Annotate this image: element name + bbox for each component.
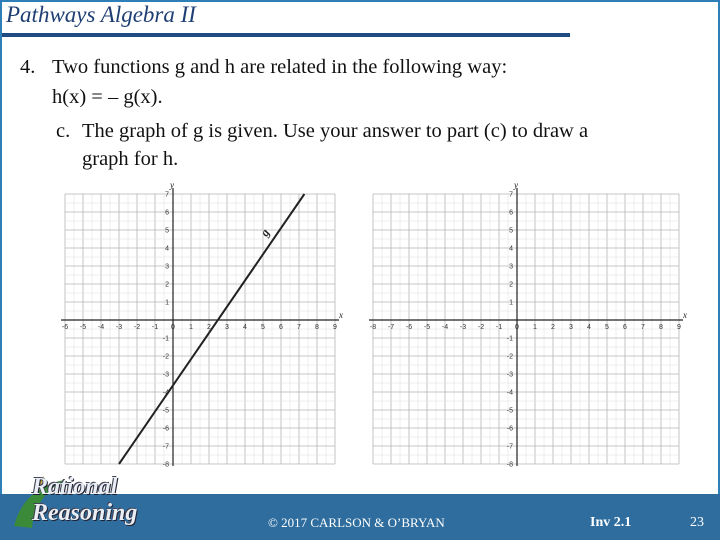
- x-tick-label: 7: [297, 324, 301, 331]
- y-tick-label: 7: [165, 191, 169, 199]
- y-tick-label: -7: [506, 443, 513, 451]
- x-tick-label: -8: [369, 324, 377, 331]
- y-tick-label: -5: [162, 407, 169, 415]
- x-axis-label: x: [683, 310, 687, 320]
- y-axis-label: y: [514, 180, 518, 190]
- x-tick-label: -1: [151, 324, 159, 331]
- y-tick-label: -6: [506, 425, 513, 433]
- x-tick-label: 3: [569, 324, 573, 331]
- x-tick-label: -5: [79, 324, 87, 331]
- x-tick-label: 9: [677, 324, 681, 331]
- question-line-1: Two functions g and h are related in the following way:: [52, 56, 508, 78]
- x-tick-label: -3: [459, 324, 467, 331]
- x-tick-label: -5: [423, 324, 431, 331]
- x-tick-label: -4: [97, 324, 105, 331]
- y-axis-label: y: [170, 180, 174, 190]
- part-line-2: graph for h.: [82, 148, 179, 170]
- series-label-g: g: [257, 226, 273, 239]
- x-axis-label: x: [339, 310, 343, 320]
- y-tick-label: 3: [165, 263, 169, 271]
- logo-line-2: Reasoning: [32, 500, 138, 526]
- x-tick-label: -2: [477, 324, 485, 331]
- x-tick-label: 3: [225, 324, 229, 331]
- y-tick-label: -2: [162, 353, 169, 361]
- rational-reasoning-logo: [4, 468, 179, 536]
- y-tick-label: -4: [162, 389, 169, 397]
- y-tick-label: -5: [506, 407, 513, 415]
- x-tick-label: 4: [243, 324, 247, 331]
- x-tick-label: -3: [115, 324, 123, 331]
- graph-g: [55, 176, 355, 472]
- x-tick-label: 1: [189, 324, 193, 331]
- y-tick-label: -8: [162, 461, 169, 469]
- graph-h-blank: [363, 180, 693, 470]
- y-tick-label: -7: [162, 443, 169, 451]
- x-tick-label: 0: [515, 324, 519, 331]
- y-tick-label: 2: [509, 281, 513, 289]
- y-tick-label: -2: [506, 353, 513, 361]
- y-tick-label: 1: [165, 299, 169, 307]
- question-number: 4.: [20, 56, 36, 78]
- y-tick-label: -4: [506, 389, 513, 397]
- x-tick-label: 2: [551, 324, 555, 331]
- x-tick-label: 8: [659, 324, 663, 331]
- x-tick-label: 1: [533, 324, 537, 331]
- y-tick-label: 3: [509, 263, 513, 271]
- x-tick-label: 9: [333, 324, 337, 331]
- y-tick-label: -3: [506, 371, 513, 379]
- slide-title: Pathways Algebra II: [6, 2, 196, 27]
- copyright-text: © 2017 CARLSON & O’BRYAN: [268, 515, 445, 530]
- x-tick-label: -2: [133, 324, 141, 331]
- x-tick-label: -7: [387, 324, 395, 331]
- y-tick-label: 1: [509, 299, 513, 307]
- y-tick-label: -1: [162, 335, 169, 343]
- x-tick-label: -4: [441, 324, 449, 331]
- y-tick-label: 5: [509, 227, 513, 235]
- y-tick-label: 6: [509, 209, 513, 217]
- x-tick-label: 5: [605, 324, 609, 331]
- y-tick-label: -6: [162, 425, 169, 433]
- part-label: c.: [56, 120, 71, 142]
- x-tick-label: 5: [261, 324, 265, 331]
- investigation-label: Inv 2.1: [590, 515, 632, 530]
- x-tick-label: 4: [587, 324, 591, 331]
- x-tick-label: -1: [495, 324, 503, 331]
- part-line-1: The graph of g is given. Use your answer to part (c) to draw a: [82, 120, 589, 142]
- y-tick-label: -8: [506, 461, 513, 469]
- question-line-2: h(x) = – g(x).: [52, 86, 163, 108]
- y-tick-label: -3: [162, 371, 169, 379]
- x-tick-label: 6: [623, 324, 627, 331]
- y-tick-label: -1: [506, 335, 513, 343]
- x-tick-label: 8: [315, 324, 319, 331]
- x-tick-label: -6: [405, 324, 413, 331]
- x-tick-label: -6: [61, 324, 69, 331]
- y-tick-label: 6: [165, 209, 169, 217]
- y-tick-label: 5: [165, 227, 169, 235]
- x-tick-label: 2: [207, 324, 211, 331]
- y-tick-label: 4: [165, 245, 169, 253]
- y-tick-label: 4: [509, 245, 513, 253]
- y-tick-label: 2: [165, 281, 169, 289]
- logo-line-1: Rational: [32, 474, 118, 500]
- y-tick-label: 7: [509, 191, 513, 199]
- x-tick-label: 0: [171, 324, 175, 331]
- title-underline: [2, 33, 570, 37]
- x-tick-label: 6: [279, 324, 283, 331]
- x-tick-label: 7: [641, 324, 645, 331]
- page-number: 23: [690, 515, 704, 530]
